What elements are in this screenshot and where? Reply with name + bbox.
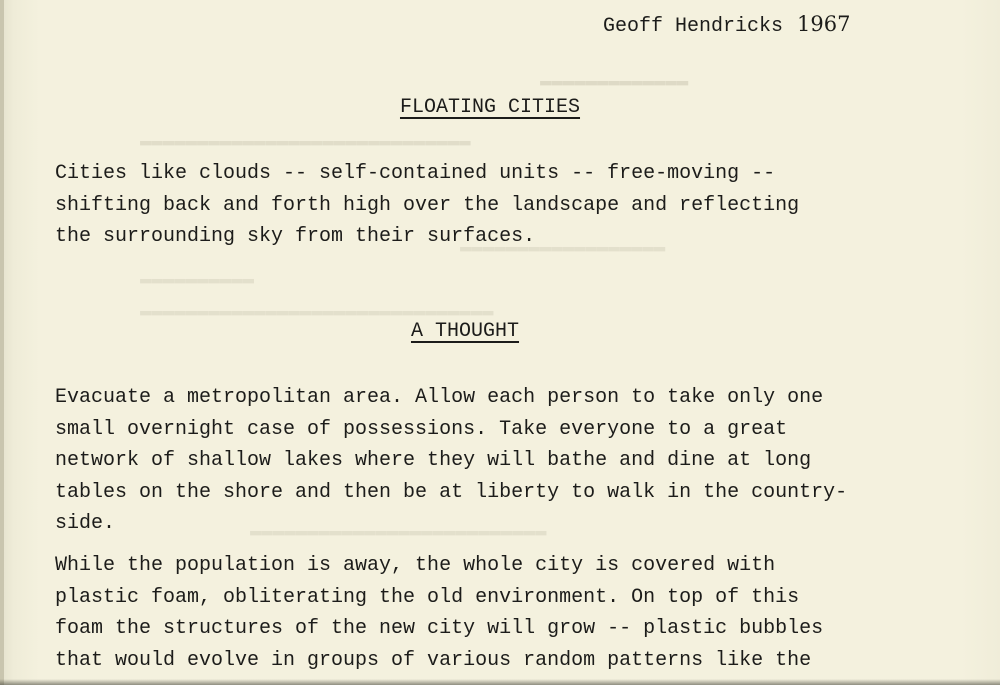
text-line: side. xyxy=(55,512,116,535)
document-header xyxy=(603,12,850,38)
text-line: tables on the shore and then be at liberty to walk in the country- xyxy=(55,480,848,504)
text-line: small overnight case of possessions. Take everyone to a great xyxy=(55,417,788,441)
paragraph-evacuate xyxy=(55,382,955,540)
text-line: the surrounding sky from their surfaces. xyxy=(55,225,536,248)
text-line: While the population is away, the whole city is covered with xyxy=(55,554,776,577)
text-line: plastic foam, obliterating the old environment. On top of this xyxy=(55,585,800,609)
section-title-floating-cities: FLOATING CITIES xyxy=(399,96,581,119)
text-line: that would evolve in groups of various random patterns like the xyxy=(55,648,812,672)
paragraph-population-away xyxy=(55,550,955,676)
section-title-a-thought: A THOUGHT xyxy=(410,320,520,343)
show-through-texture: ▬▬▬▬▬▬▬▬▬▬▬▬▬▬▬▬▬▬▬▬▬▬▬▬▬▬▬▬▬ xyxy=(140,130,471,152)
paragraph-floating-cities xyxy=(55,158,955,253)
show-through-texture: ▬▬▬▬▬▬▬▬▬▬▬▬▬ xyxy=(540,70,689,92)
text-line: shifting back and forth high over the landscape and reflecting xyxy=(55,193,800,217)
author-name: Geoff Hendricks xyxy=(603,15,784,38)
page-bottom-shadow xyxy=(0,679,1000,685)
show-through-texture: ▬▬▬▬▬▬▬▬▬▬ xyxy=(140,268,255,290)
show-through-texture: ▬▬▬▬▬▬▬▬▬▬▬▬▬▬▬▬▬▬ xyxy=(460,236,666,258)
text-line: network of shallow lakes where they will bathe and dine at long xyxy=(55,449,812,472)
text-line: Cities like clouds -- self-contained units -- free-moving -- xyxy=(55,162,776,185)
show-through-texture: ▬▬▬▬▬▬▬▬▬▬▬▬▬▬▬▬▬▬▬▬▬▬▬▬▬▬ xyxy=(250,520,547,542)
year: 1967 xyxy=(797,12,851,36)
show-through-texture: ▬▬▬▬▬▬▬▬▬▬▬▬▬▬▬▬▬▬▬▬▬▬▬▬▬▬▬▬▬▬▬ xyxy=(140,300,494,322)
text-line: foam the structures of the new city will grow -- plastic bubbles xyxy=(55,617,824,640)
text-line: Evacuate a metropolitan area. Allow each person to take only one xyxy=(55,386,824,409)
